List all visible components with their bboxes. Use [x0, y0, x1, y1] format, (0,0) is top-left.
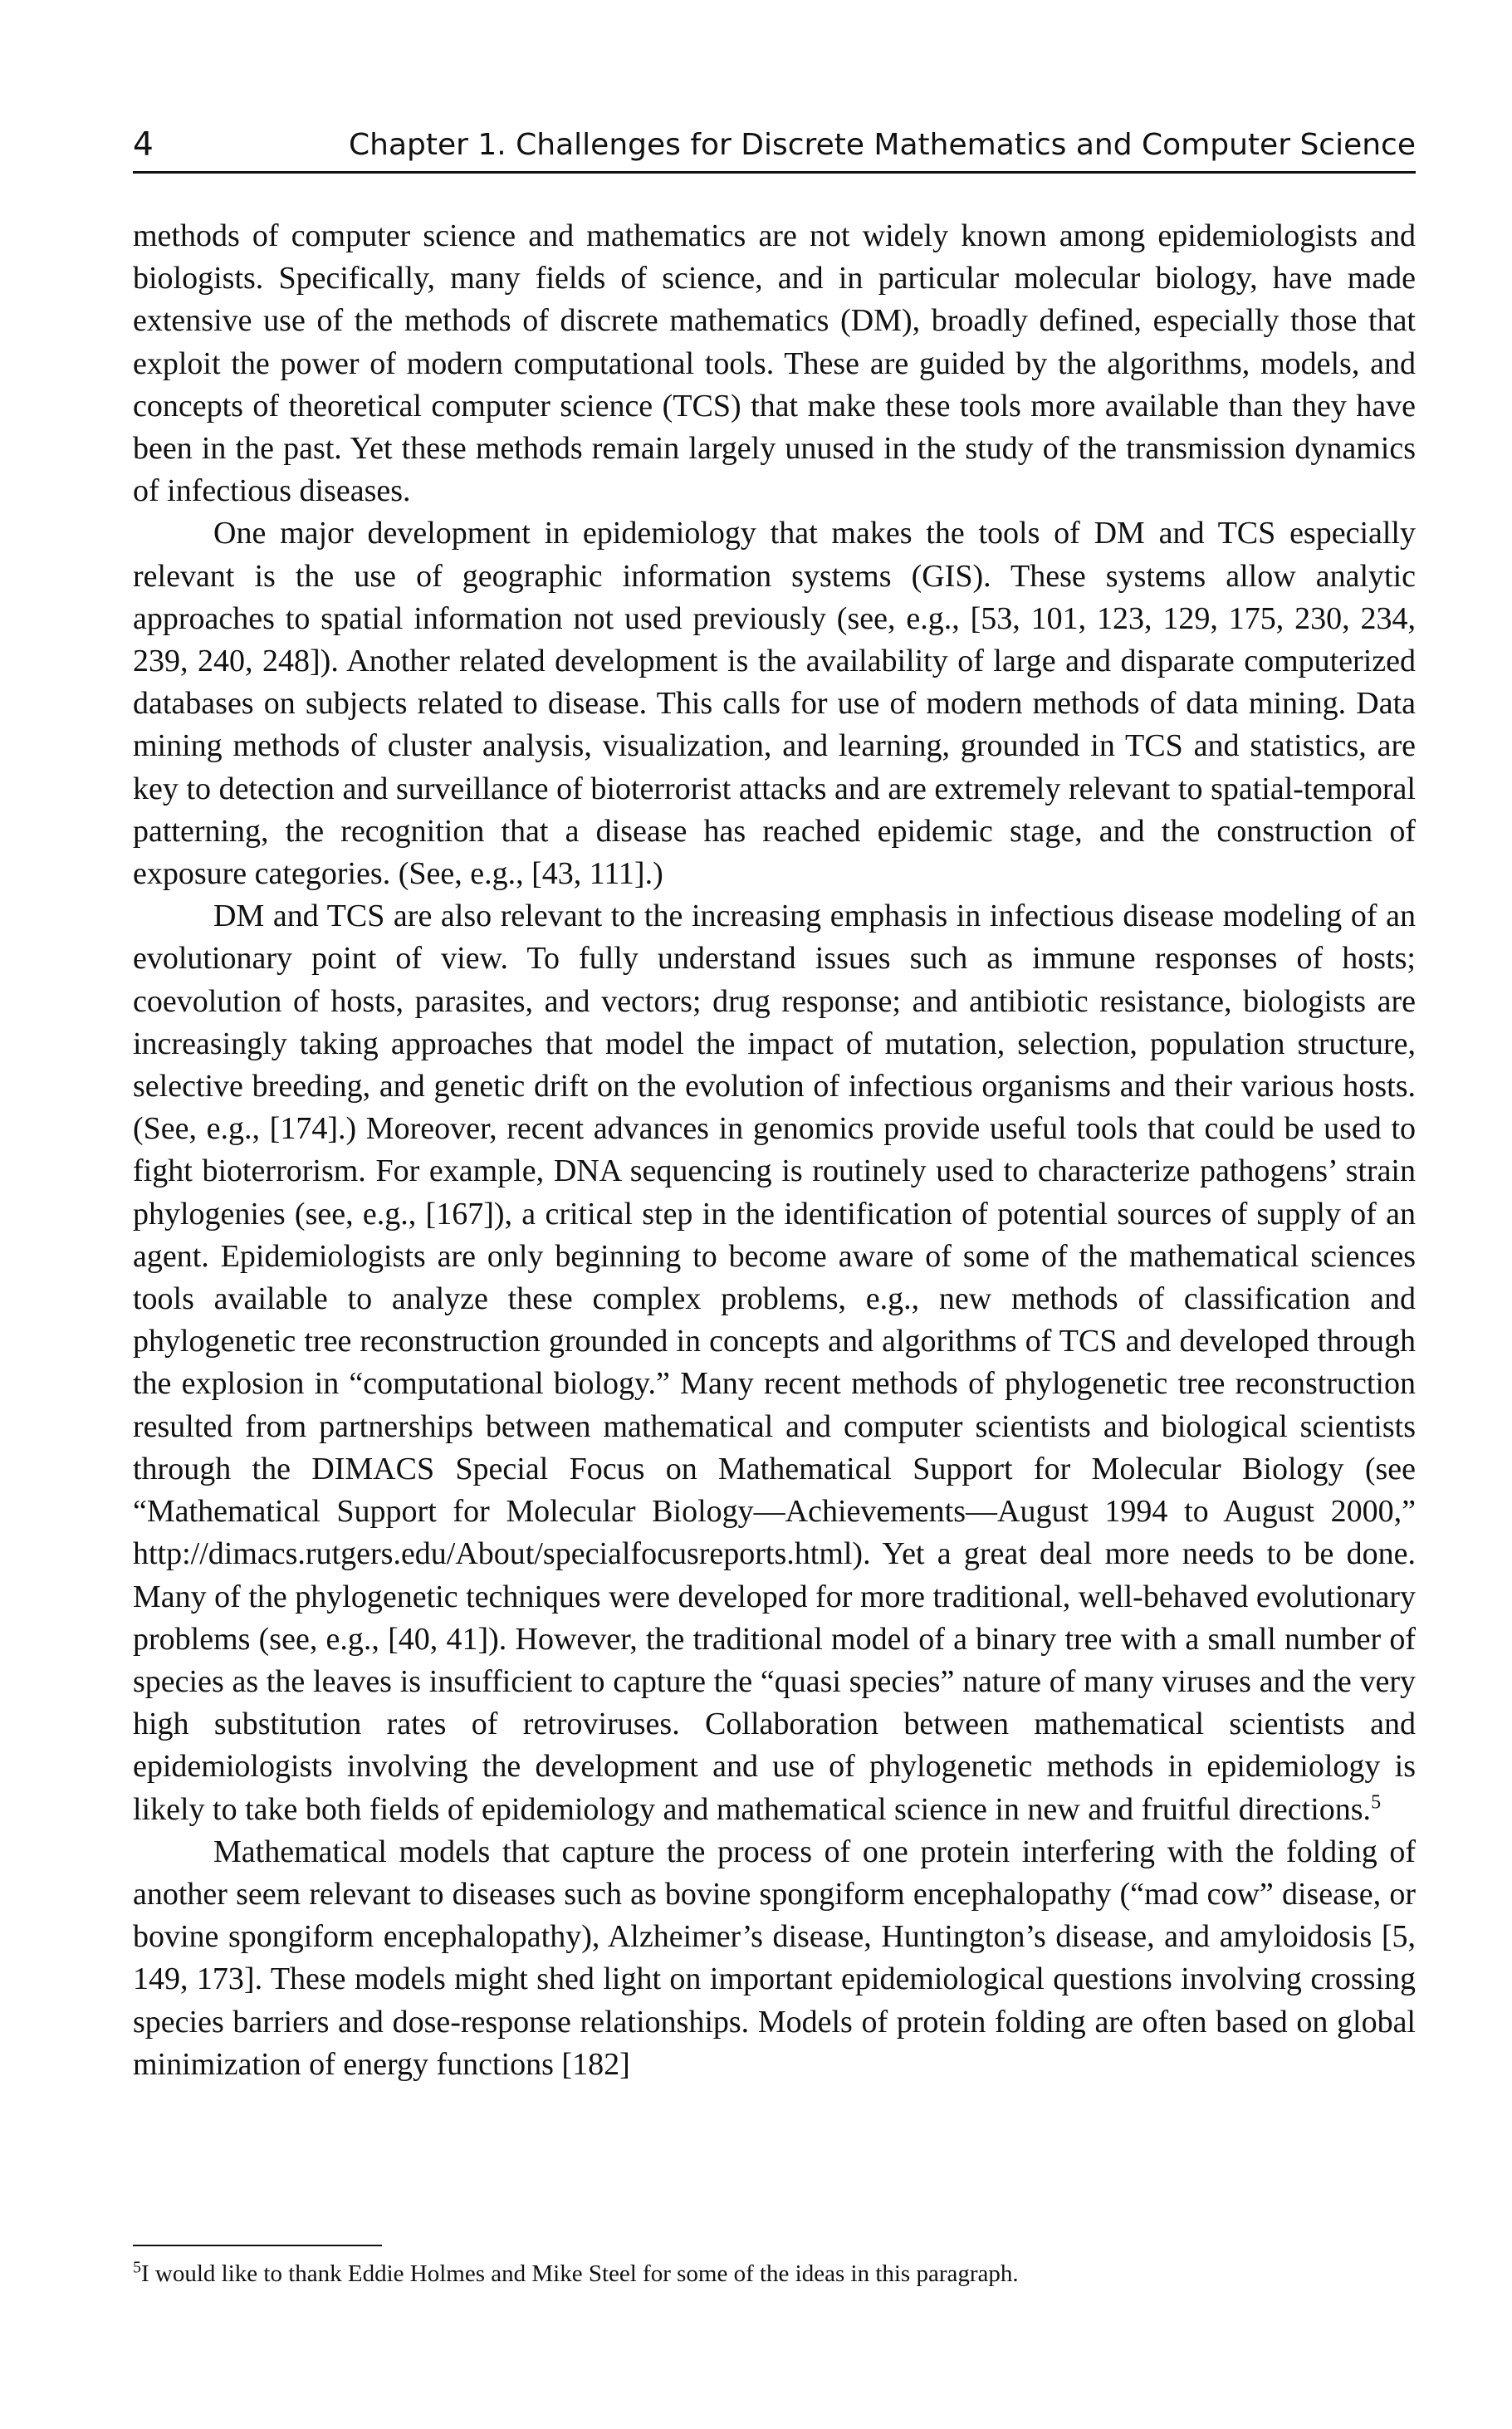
page-number: 4: [133, 126, 154, 164]
paragraph-4: Mathematical models that capture the process of one protein interfering with the folding of another seem relevant to diseases such as bovine spongiform encephalopathy (“mad cow” disease, or bovine spongiform encephalopathy), Alzheimer’s disease, Huntington’s disease, and amyloidosis [5, 149, 173]. These models might shed light on important epidemiological questions involving crossing species barriers and dose-response relationships. Models of protein folding are often based on global minimization of energy functions [182]: [133, 1834, 1416, 2082]
running-head: Chapter 1. Challenges for Discrete Mathematics and Computer Science: [349, 128, 1416, 162]
footnote-rule: [133, 2245, 382, 2246]
header-rule: [133, 171, 1416, 174]
paragraph-3: [133, 895, 1416, 1830]
paragraph-3-text: DM and TCS are also relevant to the increasing emphasis in infectious disease modeling of an evolutionary point of view. To fully understand issues such as immune responses of hosts; coevolution of hosts, parasites, and vectors; drug response; and antibiotic resistance, biologists are increasingly taking approaches that model the impact of mutation, selection, population structure, selective breeding, and genetic drift on the evolution of infectious organisms and their various hosts. (See, e.g., [174].) Moreover, recent advances in genomics provide useful tools that could be used to fight bioterrorism. For example, DNA sequencing is routinely used to characterize pathogens’ strain phylogenies (see, e.g., [167]), a critical step in the identification of potential sources of supply of an agent. Epidemiologists are only beginning to become aware of some of the mathematical sciences tools available to analyze these complex problems, e.g., new methods of classification and phylogenetic tree reconstruction grounded in concepts and algorithms of TCS and developed through the explosion in “computational biology.” Many recent methods of phylogenetic tree reconstruction resulted from partnerships between mathematical and computer scientists and biological scientists through the DIMACS Special Focus on Mathematical Support for Molecular Biology (see “Mathematical Support for Molecular Biology—Achievements—August 1994 to August 2000,” http://dimacs.rutgers.edu/About/specialfocusreports.html). Yet a great deal more needs to be done. Many of the phylogenetic techniques were developed for more traditional, well-behaved evolutionary problems (see, e.g., [40, 41]). However, the traditional model of a binary tree with a small number of species as the leaves is insufficient to capture the “quasi species” nature of many viruses and the very high substitution rates of retroviruses. Collaboration between mathematical scientists and epidemiologists involving the development and use of phylogenetic methods in epidemiology is likely to take both fields of epidemiology and mathematical science in new and fruitful directions.: [133, 899, 1416, 1827]
footnote: [133, 2258, 1416, 2289]
body-text: [133, 215, 1416, 2086]
footnote-marker: 5: [133, 2258, 141, 2277]
paragraph-1: methods of computer science and mathematics are not widely known among epidemiologists and biologists. Specifically, many fields of science, and in particular molecular biology, have made extensive use of the methods of discrete mathematics (DM), broadly defined, especially those that exploit the power of modern computational tools. These are guided by the algorithms, models, and concepts of theoretical computer science (TCS) that make these tools more available than they have been in the past. Yet these methods remain largely unused in the study of the transmission dynamics of infectious diseases.: [133, 218, 1416, 509]
footnote-text: I would like to thank Eddie Holmes and Mike Steel for some of the ideas in this paragraph.: [141, 2260, 1019, 2287]
page-header: [133, 120, 1416, 170]
paragraph-2: One major development in epidemiology that makes the tools of DM and TCS especially relevant is the use of geographic information systems (GIS). These systems allow analytic approaches to spatial information not used previously (see, e.g., [53, 101, 123, 129, 175, 230, 234, 239, 240, 248]). Another related development is the availability of large and disparate computerized databases on subjects related to disease. This calls for use of modern methods of data mining. Data mining methods of cluster analysis, visualization, and learning, grounded in TCS and statistics, are key to detection and surveillance of bioterrorist attacks and are extremely relevant to spatial-temporal patterning, the recognition that a disease has reached epidemic stage, and the construction of exposure categories. (See, e.g., [43, 111].): [133, 516, 1416, 892]
footnote-reference[interactable]: 5: [1371, 1790, 1382, 1813]
